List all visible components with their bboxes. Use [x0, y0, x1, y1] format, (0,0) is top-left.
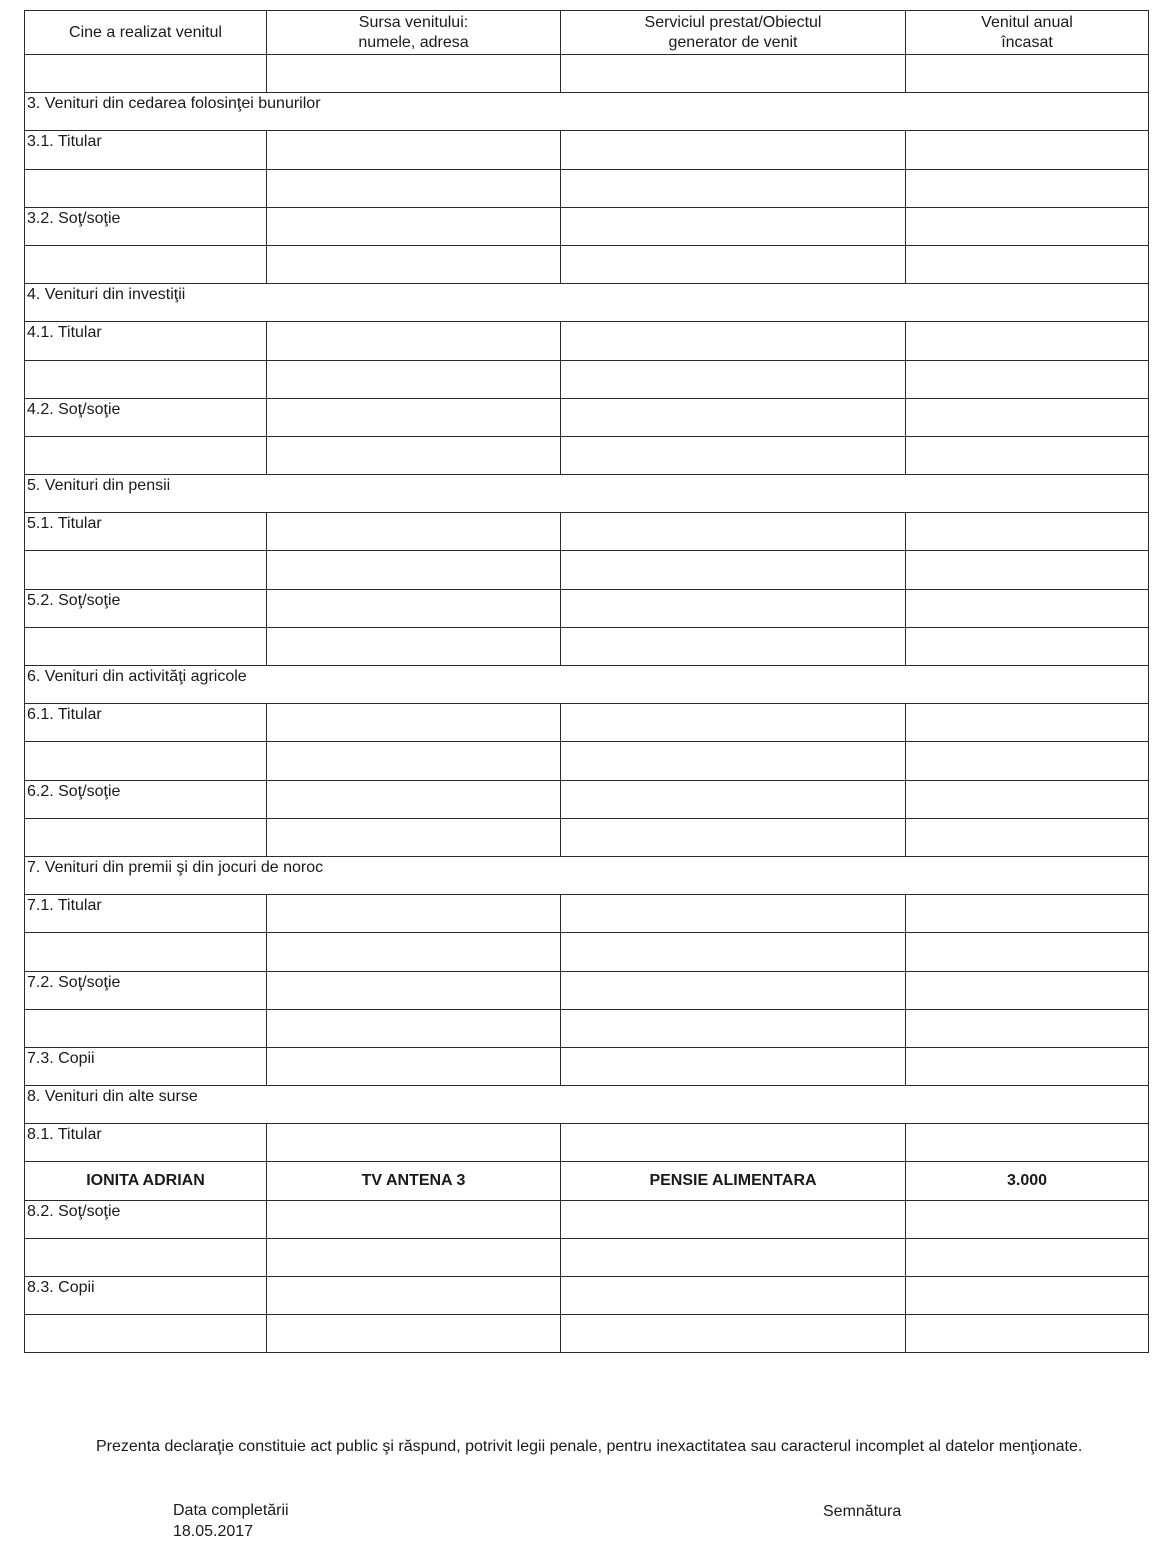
table-row — [25, 398, 1149, 436]
entry-service: PENSIE ALIMENTARA — [561, 1162, 906, 1200]
table-row — [25, 1047, 1149, 1085]
header-source: Sursa venitului: numele, adresa — [267, 11, 561, 55]
table-row — [25, 1124, 1149, 1162]
table-row — [25, 1277, 1149, 1315]
row-label: 3.1. Titular — [25, 131, 267, 169]
table-row — [25, 55, 1149, 93]
date-value: 18.05.2017 — [173, 1523, 254, 1540]
header-amount: Venitul anual încasat — [906, 11, 1149, 55]
row-label: 3.2. Soţ/soţie — [25, 207, 267, 245]
header-who: Cine a realizat venitul — [25, 11, 267, 55]
date-block — [173, 1500, 289, 1542]
section-title: 8. Venituri din alte surse — [25, 1086, 1149, 1124]
table-row — [25, 1009, 1149, 1047]
table-row — [25, 207, 1149, 245]
row-label: 8.1. Titular — [25, 1124, 267, 1162]
income-declaration-table — [24, 10, 1149, 1353]
table-row — [25, 322, 1149, 360]
row-label: 7.3. Copii — [25, 1047, 267, 1085]
row-label: 7.2. Soţ/soţie — [25, 971, 267, 1009]
table-row — [25, 627, 1149, 665]
table-row — [25, 1238, 1149, 1276]
section-title: 6. Venituri din activităţi agricole — [25, 666, 1149, 704]
entry-name: IONITA ADRIAN — [25, 1162, 267, 1200]
section-title: 3. Venituri din cedarea folosinţei bunurilor — [25, 93, 1149, 131]
table-row — [25, 742, 1149, 780]
section-row-8 — [25, 1086, 1149, 1124]
table-row — [25, 589, 1149, 627]
section-row-3 — [25, 93, 1149, 131]
table-row — [25, 551, 1149, 589]
row-label: 4.2. Soţ/soţie — [25, 398, 267, 436]
section-row-5 — [25, 475, 1149, 513]
row-label: 5.2. Soţ/soţie — [25, 589, 267, 627]
section-title: 4. Venituri din investiţii — [25, 284, 1149, 322]
row-label: 5.1. Titular — [25, 513, 267, 551]
legal-statement: Prezenta declaraţie constituie act public şi răspund, potrivit legii penale, pentru inexactitatea sau caracterul incomplet al datelor menţionate. — [96, 1438, 1083, 1455]
table-row — [25, 933, 1149, 971]
table-row — [25, 704, 1149, 742]
row-label: 4.1. Titular — [25, 322, 267, 360]
table-row — [25, 513, 1149, 551]
section-title: 5. Venituri din pensii — [25, 475, 1149, 513]
section-row-4 — [25, 284, 1149, 322]
table-row — [25, 1200, 1149, 1238]
row-label: 6.2. Soţ/soţie — [25, 780, 267, 818]
table-row — [25, 1315, 1149, 1353]
entry-source: TV ANTENA 3 — [267, 1162, 561, 1200]
table-row — [25, 895, 1149, 933]
section-row-6 — [25, 666, 1149, 704]
row-label: 6.1. Titular — [25, 704, 267, 742]
date-label: Data completării — [173, 1502, 289, 1519]
signature-label: Semnătura — [823, 1503, 902, 1520]
table-row — [25, 818, 1149, 856]
row-label: 8.2. Soţ/soţie — [25, 1200, 267, 1238]
table-row — [25, 436, 1149, 474]
table-row — [25, 971, 1149, 1009]
table-row — [25, 245, 1149, 283]
section-row-7 — [25, 856, 1149, 894]
row-label: 8.3. Copii — [25, 1277, 267, 1315]
table-row — [25, 169, 1149, 207]
section-title: 7. Venituri din premii şi din jocuri de noroc — [25, 856, 1149, 894]
table-row — [25, 360, 1149, 398]
entry-amount: 3.000 — [906, 1162, 1149, 1200]
table-row — [25, 780, 1149, 818]
header-service: Serviciul prestat/Obiectul generator de venit — [561, 11, 906, 55]
row-label: 7.1. Titular — [25, 895, 267, 933]
entry-row — [25, 1162, 1149, 1200]
header-row — [25, 11, 1149, 55]
table-row — [25, 131, 1149, 169]
